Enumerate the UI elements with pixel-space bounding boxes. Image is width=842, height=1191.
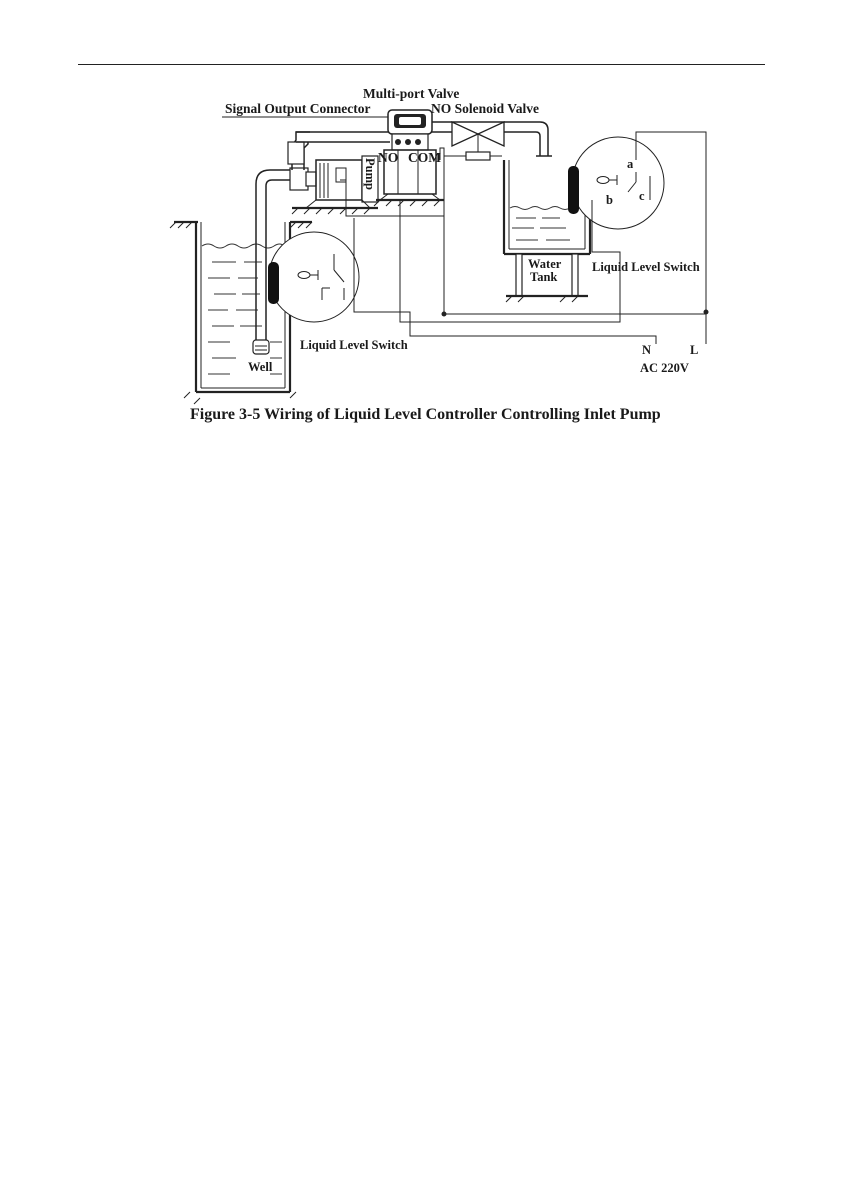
tank-label-1: Water xyxy=(528,257,562,271)
power-label: AC 220V xyxy=(640,361,689,375)
contact-a: a xyxy=(627,157,634,171)
tank-label-2: Tank xyxy=(530,270,558,284)
pump-label: Pump xyxy=(363,158,377,190)
figure-caption: Figure 3-5 Wiring of Liquid Level Controller Controlling Inlet Pump xyxy=(190,406,661,423)
neutral-label: N xyxy=(642,343,652,357)
well-label: Well xyxy=(248,360,273,374)
well-switch-label: Liquid Level Switch xyxy=(300,338,408,352)
multiport-valve-label: Multi-port Valve xyxy=(363,86,460,101)
signal-output-label: Signal Output Connector xyxy=(225,101,371,116)
contact-b: b xyxy=(606,193,613,207)
tank-switch-label: Liquid Level Switch xyxy=(592,260,700,274)
com-terminal-label: COM xyxy=(408,150,441,165)
contact-c: c xyxy=(639,189,645,203)
live-label: L xyxy=(690,343,699,357)
solenoid-valve xyxy=(444,122,504,160)
pump xyxy=(288,132,378,214)
no-terminal-label: NO xyxy=(378,150,399,165)
solenoid-valve-label: NO Solenoid Valve xyxy=(431,101,540,116)
wiring-diagram xyxy=(0,0,842,440)
